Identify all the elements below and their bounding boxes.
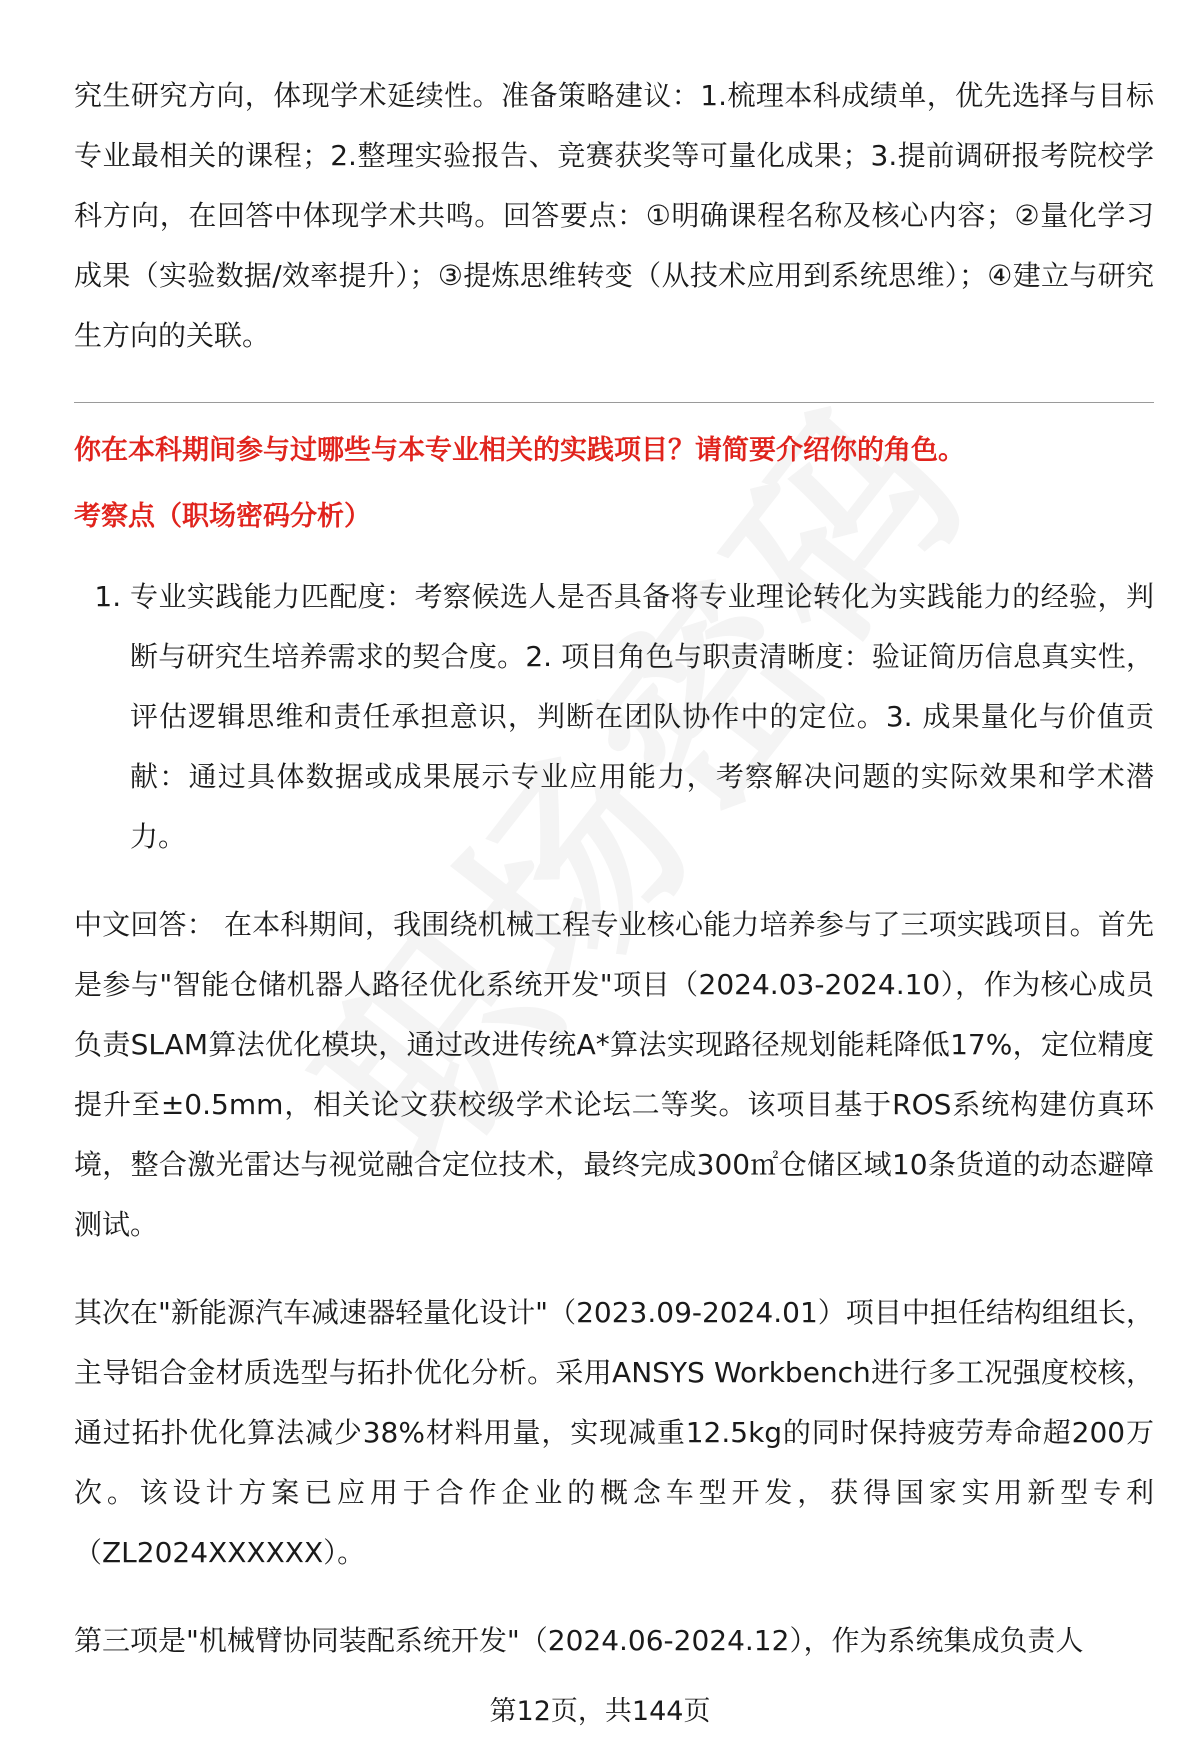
answer-paragraph-1: 中文回答： 在本科期间，我围绕机械工程专业核心能力培养参与了三项实践项目。首先是参与"智能仓储机器人路径优化系统开发"项目（2024.03-2024.10），作为核心成员负责SLAM算法优化模块，通过改进传统A*算法实现路径规划能耗降低17%，定位精度提升至±0.5mm，相关论文获校级学术论坛二等奖。该项目基于ROS系统构建仿真环境，整合激光雷达与视觉融合定位技术，最终完成300㎡仓储区域10条货道的动态避障测试。 bbox=[74, 908, 1154, 1241]
analysis-points-list bbox=[74, 567, 1154, 867]
answer-paragraph-2: 其次在"新能源汽车减速器轻量化设计"（2023.09-2024.01）项目中担任结构组组长，主导铝合金材质选型与拓扑优化分析。采用ANSYS Workbench进行多工况强度校核，通过拓扑优化算法减少38%材料用量，实现减重12.5kg的同时保持疲劳寿命超200万次。该设计方案已应用于合作企业的概念车型开发，获得国家实用新型专利（ZL2024XXXXXX）。 bbox=[74, 1296, 1154, 1569]
page-footer: 第12页，共144页 bbox=[489, 1696, 711, 1727]
analysis-point: 1. 专业实践能力匹配度：考察候选人是否具备将专业理论转化为实践能力的经验，判断与研究生培养需求的契合度。2. 项目角色与职责清晰度：验证简历信息真实性，评估逻辑思维和责任承担意识，判断在团队协作中的定位。3. 成果量化与价值贡献：通过具体数据或成果展示专业应用能力，考察解决问题的实际效果和学术潜力。 bbox=[130, 567, 1154, 867]
answer-paragraph-3: 第三项是"机械臂协同装配系统开发"（2024.06-2024.12），作为系统集成负责人 bbox=[74, 1624, 1084, 1657]
section-divider bbox=[74, 402, 1154, 403]
question-heading: 你在本科期间参与过哪些与本专业相关的实践项目？请简要介绍你的角色。 bbox=[74, 435, 965, 466]
page-content bbox=[74, 66, 1154, 1671]
analysis-heading: 考察点（职场密码分析） bbox=[74, 501, 371, 532]
intro-paragraph: 究生研究方向，体现学术延续性。准备策略建议：1.梳理本科成绩单，优先选择与目标专业最相关的课程；2.整理实验报告、竞赛获奖等可量化成果；3.提前调研报考院校学科方向，在回答中体现学术共鸣。回答要点：①明确课程名称及核心内容；②量化学习成果（实验数据/效率提升）；③提炼思维转变（从技术应用到系统思维）；④建立与研究生方向的关联。 bbox=[74, 79, 1154, 352]
